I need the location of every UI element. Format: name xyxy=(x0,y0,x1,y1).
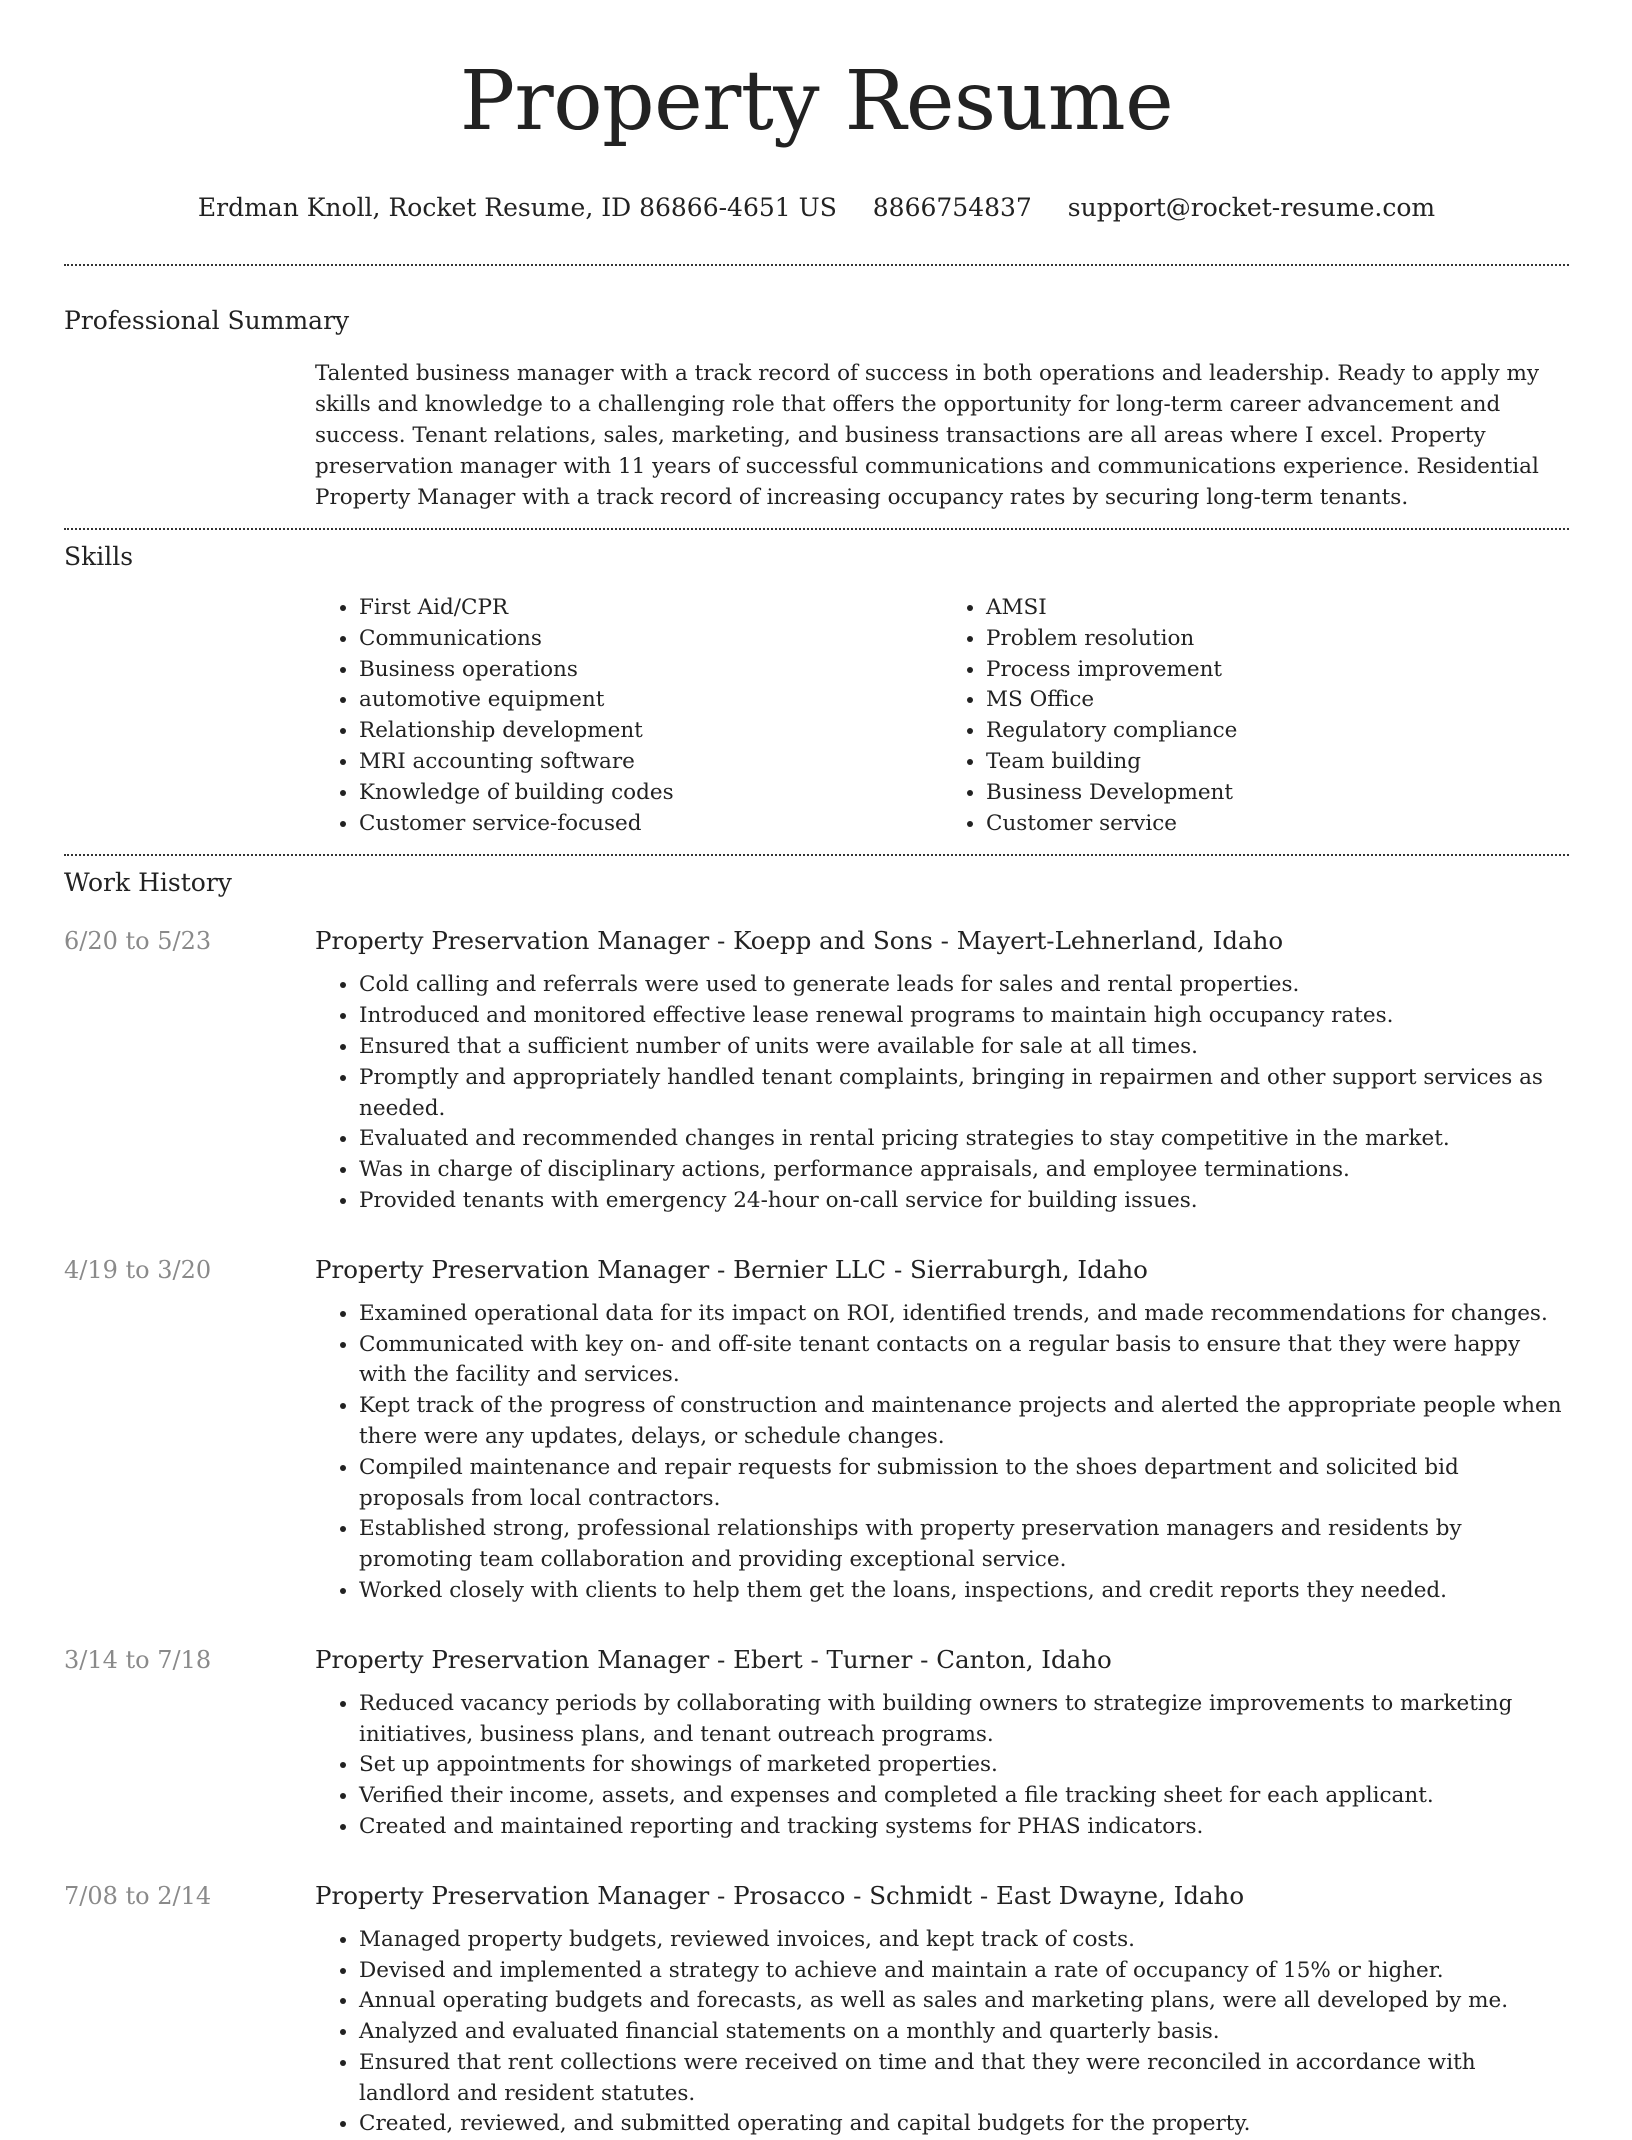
list-item: • Reduced vacancy periods by collaborating with building owners to strategize improvements to marketing initiatives, business plans, and tenant outreach programs. xyxy=(359,1689,1569,1751)
list-item: • Analyzed and evaluated financial statements on a monthly and quarterly basis. xyxy=(359,2017,1569,2048)
list-item: • Ensured that rent collections were received on time and that they were reconciled in accordance with landlord and resident statutes. xyxy=(359,2048,1569,2110)
list-item: • Cold calling and referrals were used to generate leads for sales and rental properties. xyxy=(359,970,1569,1001)
skills-column-left xyxy=(315,593,942,839)
list-item: • Communicated with key on- and off-site tenant contacts on a regular basis to ensure that they were happy with the facility and services. xyxy=(359,1330,1569,1392)
skills-heading: Skills xyxy=(64,542,134,571)
divider xyxy=(64,528,1569,530)
list-item: • AMSI xyxy=(986,593,1569,624)
divider xyxy=(64,264,1569,266)
list-item: • Compiled maintenance and repair requests for submission to the shoes department and solicited bid proposals from local contractors. xyxy=(359,1453,1569,1515)
list-item: • Problem resolution xyxy=(986,624,1569,655)
contact-address: Erdman Knoll, Rocket Resume, ID 86866-4651 US xyxy=(197,193,837,222)
list-item: • Process improvement xyxy=(986,655,1569,686)
list-item: • Set up appointments for showings of marketed properties. xyxy=(359,1750,1569,1781)
list-item: • Team building xyxy=(986,747,1569,778)
list-item: • Customer service-focused xyxy=(359,809,942,840)
list-item: • MS Office xyxy=(986,685,1569,716)
job-title: Property Preservation Manager - Prosacco - Schmidt - East Dwayne, Idaho xyxy=(315,1880,1245,1910)
job-title: Property Preservation Manager - Ebert - Turner - Canton, Idaho xyxy=(315,1644,1112,1674)
list-item: • Established strong, professional relationships with property preservation managers and residents by promoting team collaboration and providing exceptional service. xyxy=(359,1514,1569,1576)
summary-heading: Professional Summary xyxy=(64,306,350,335)
page-title: Property Resume xyxy=(459,54,1174,149)
work-section xyxy=(64,866,1569,2140)
job-entry xyxy=(64,1643,1569,1843)
list-item: • Was in charge of disciplinary actions, performance appraisals, and employee terminations. xyxy=(359,1155,1569,1186)
skills-column-right xyxy=(942,593,1569,839)
list-item: • Business Development xyxy=(986,778,1569,809)
job-title: Property Preservation Manager - Koepp and Sons - Mayert-Lehnerland, Idaho xyxy=(315,926,1284,956)
contact-line xyxy=(64,188,1569,228)
list-item: • Examined operational data for its impact on ROI, identified trends, and made recommendations for changes. xyxy=(359,1299,1569,1330)
list-item: • Created, reviewed, and submitted operating and capital budgets for the property. xyxy=(359,2109,1569,2140)
skills-list xyxy=(315,593,1569,839)
job-entry xyxy=(64,1879,1569,2140)
list-item: • Managed property budgets, reviewed invoices, and kept track of costs. xyxy=(359,1925,1569,1956)
list-item: • Annual operating budgets and forecasts, as well as sales and marketing plans, were all developed by me. xyxy=(359,1986,1569,2017)
job-bullets xyxy=(315,1299,1569,1607)
job-dates: 6/20 to 5/23 xyxy=(64,927,212,956)
contact-phone: 8866754837 xyxy=(872,193,1032,222)
list-item: • Created and maintained reporting and tracking systems for PHAS indicators. xyxy=(359,1812,1569,1843)
list-item: • Provided tenants with emergency 24-hour on-call service for building issues. xyxy=(359,1186,1569,1217)
list-item: • Customer service xyxy=(986,809,1569,840)
list-item: • Communications xyxy=(359,624,942,655)
job-title: Property Preservation Manager - Bernier LLC - Sierraburgh, Idaho xyxy=(315,1254,1148,1284)
list-item: • Evaluated and recommended changes in rental pricing strategies to stay competitive in the market. xyxy=(359,1124,1569,1155)
divider xyxy=(64,854,1569,856)
work-heading: Work History xyxy=(64,868,232,898)
list-item: • Introduced and monitored effective lease renewal programs to maintain high occupancy rates. xyxy=(359,1001,1569,1032)
list-item: • Business operations xyxy=(359,655,942,686)
list-item: • Relationship development xyxy=(359,716,942,747)
job-list xyxy=(64,924,1569,2140)
job-bullets xyxy=(315,1689,1569,1843)
list-item: • Kept track of the progress of construction and maintenance projects and alerted the appropriate people when there were any updates, delays, or schedule changes. xyxy=(359,1391,1569,1453)
list-item: • Promptly and appropriately handled tenant complaints, bringing in repairmen and other support services as needed. xyxy=(359,1063,1569,1125)
list-item: • Devised and implemented a strategy to achieve and maintain a rate of occupancy of 15% or higher. xyxy=(359,1956,1569,1987)
list-item: • Knowledge of building codes xyxy=(359,778,942,809)
list-item: • MRI accounting software xyxy=(359,747,942,778)
job-bullets xyxy=(315,970,1569,1216)
list-item: • Verified their income, assets, and expenses and completed a file tracking sheet for each applicant. xyxy=(359,1781,1569,1812)
list-item: • First Aid/CPR xyxy=(359,593,942,624)
resume-page xyxy=(64,0,1569,2140)
job-bullets xyxy=(315,1925,1569,2140)
list-item: • Worked closely with clients to help them get the loans, inspections, and credit reports they needed. xyxy=(359,1576,1569,1607)
job-dates: 7/08 to 2/14 xyxy=(64,1881,212,1910)
summary-section xyxy=(64,304,1569,513)
job-entry xyxy=(64,1253,1569,1607)
job-dates: 4/19 to 3/20 xyxy=(64,1255,212,1284)
contact-email: support@rocket-resume.com xyxy=(1067,193,1436,222)
list-item: • automotive equipment xyxy=(359,685,942,716)
job-dates: 3/14 to 7/18 xyxy=(64,1645,212,1674)
summary-text: Talented business manager with a track record of success in both operations and leadership. Ready to apply my skills and knowledge to a challenging role that offers the opportunity for long-term career advancement and success. Tenant relations, sales, marketing, and business transactions are all areas where I excel. Property preservation manager with 11 years of successful communications and communications experience. Residential Property Manager with a track record of increasing occupancy rates by securing long-term tenants. xyxy=(315,361,1539,510)
skills-section xyxy=(64,540,1569,839)
list-item: • Ensured that a sufficient number of units were available for sale at all times. xyxy=(359,1032,1569,1063)
list-item: • Regulatory compliance xyxy=(986,716,1569,747)
job-entry xyxy=(64,924,1569,1216)
